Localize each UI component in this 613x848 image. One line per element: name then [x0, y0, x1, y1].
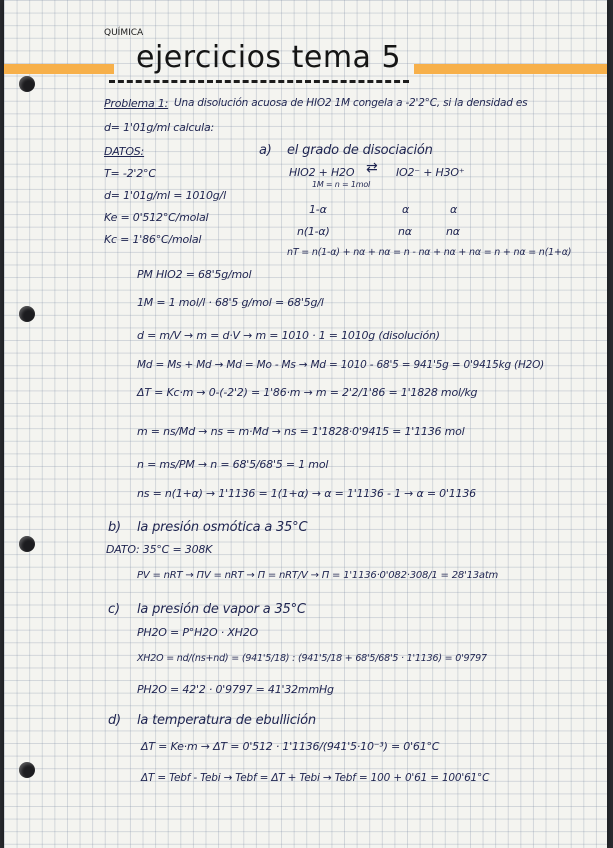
binder-hole: [19, 306, 35, 322]
binder-hole: [19, 536, 35, 552]
alpha-row: α: [450, 203, 458, 216]
binder-hole: [19, 76, 35, 92]
reaction-products: IO2⁻ + H3O⁺: [396, 166, 465, 179]
alpha-row: α: [402, 203, 410, 216]
part-b-calc: PV = nRT → ΠV = nRT → Π = nRT/V → Π = 1'1136·0'082·308/1 = 28'13atm: [137, 570, 499, 581]
equilibrium-arrow-icon: ⇄: [366, 160, 378, 176]
part-c-title: la presión de vapor a 35°C: [137, 602, 306, 617]
highlight-stripe: [4, 64, 114, 74]
page-title: ejercicios tema 5: [136, 40, 402, 75]
dato-line: T= -2'2°C: [104, 167, 156, 180]
title-underline: [109, 80, 409, 83]
alpha-row: 1-α: [309, 203, 327, 216]
calc-line: m = ns/Md → ns = m·Md → ns = 1'1828·0'9415 = 1'1136 mol: [137, 425, 465, 438]
calc-line-result: ns = n(1+α) → 1'1136 = 1(1+α) → α = 1'1136 - 1 → α = 0'1136: [137, 487, 476, 500]
calc-line: ΔT = Kc·m → 0-(-2'2) = 1'86·m → m = 2'2/1'86 = 1'1828 mol/kg: [137, 386, 478, 399]
part-a-label: a): [259, 143, 272, 158]
part-c-label: c): [108, 602, 120, 617]
calc-line: PM HIO2 = 68'5g/mol: [137, 268, 252, 281]
n-row: n(1-α): [297, 225, 330, 238]
part-b-label: b): [108, 520, 121, 535]
total-moles-equation: nT = n(1-α) + nα + nα = n - nα + nα + nα = n + nα = n(1+α): [287, 247, 572, 258]
binder-hole: [19, 762, 35, 778]
part-c-line: XH2O = nd/(ns+nd) = (941'5/18) : (941'5/18 + 68'5/68'5 · 1'1136) = 0'9797: [137, 653, 487, 664]
part-d-line: ΔT = Tebf - Tebi → Tebf = ΔT + Tebi → Tebf = 100 + 0'61 = 100'61°C: [141, 772, 490, 784]
notebook-page: [4, 0, 607, 848]
concentration-note: 1M = n = 1mol: [312, 180, 371, 189]
calc-line: Md = Ms + Md → Md = Mo - Ms → Md = 1010 - 68'5 = 941'5g = 0'9415kg (H2O): [137, 359, 545, 371]
dato-line: Kc = 1'86°C/molal: [104, 233, 202, 246]
calc-line: d = m/V → m = d·V → m = 1010 · 1 = 1010g (disolución): [137, 329, 440, 342]
part-b-dato: DATO: 35°C = 308K: [106, 543, 213, 556]
problem-statement: d= 1'01g/ml calcula:: [104, 121, 215, 134]
datos-header: DATOS:: [104, 145, 145, 158]
n-row: nα: [398, 225, 412, 238]
calc-line: n = ms/PM → n = 68'5/68'5 = 1 mol: [137, 458, 329, 471]
subject-label: QUÍMICA: [104, 28, 144, 38]
part-d-line: ΔT = Ke·m → ΔT = 0'512 · 1'1136/(941'5·10⁻³) = 0'61°C: [141, 740, 440, 753]
part-b-title: la presión osmótica a 35°C: [137, 520, 308, 535]
part-c-line: PH2O = 42'2 · 0'9797 = 41'32mmHg: [137, 683, 334, 696]
calc-line: 1M = 1 mol/l · 68'5 g/mol = 68'5g/l: [137, 296, 324, 309]
dato-line: Ke = 0'512°C/molal: [104, 211, 209, 224]
problem-statement: Una disolución acuosa de HIO2 1M congela a -2'2°C, si la densidad es: [174, 97, 528, 109]
part-a-title: el grado de disociación: [287, 143, 433, 158]
dato-line: d= 1'01g/ml = 1010g/l: [104, 189, 226, 202]
highlight-stripe: [414, 64, 607, 74]
part-d-title: la temperatura de ebullición: [137, 713, 316, 728]
n-row: nα: [446, 225, 460, 238]
part-c-line: PH2O = P°H2O · XH2O: [137, 626, 258, 639]
problem-label: Problema 1:: [104, 97, 169, 110]
reaction-reactants: HIO2 + H2O: [289, 166, 355, 179]
part-d-label: d): [108, 713, 121, 728]
